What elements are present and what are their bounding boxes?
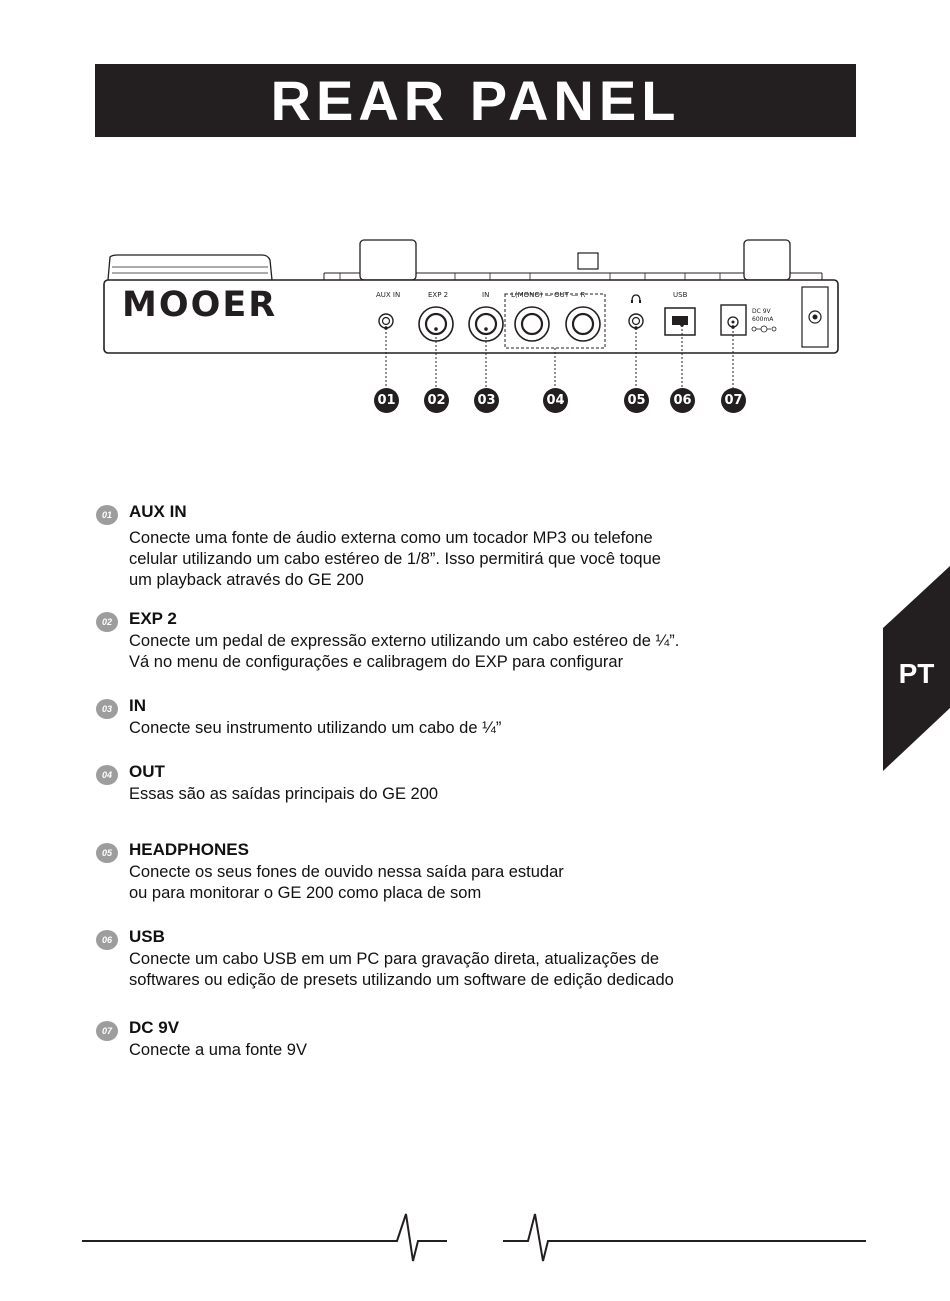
label-dc-current: 600mA [752, 316, 774, 323]
callout-04: 04 [543, 388, 568, 413]
language-tab-label: PT [898, 658, 935, 689]
section-body [129, 862, 849, 904]
brand-logo: MOOER [122, 285, 278, 325]
label-dc: DC 9V [752, 308, 771, 315]
section-title: EXP 2 [129, 609, 177, 628]
body-line: Conecte um pedal de expressão externo utilizando um cabo estéreo de ¼”. [129, 632, 680, 650]
callout-06: 06 [670, 388, 695, 413]
body-line: Conecte um cabo USB em um PC para gravação direta, atualizações de [129, 950, 660, 968]
callout-01: 01 [374, 388, 399, 413]
body-line: Vá no menu de configurações e calibragem do EXP para configurar [129, 653, 624, 671]
rear-panel-diagram [0, 225, 950, 425]
section-title: OUT [129, 762, 165, 781]
label-out: L(MONO) — OUT — R [511, 291, 586, 299]
label-usb: USB [673, 291, 688, 299]
page-title: REAR PANEL [95, 64, 856, 137]
section-body [129, 784, 849, 805]
section-body [129, 528, 849, 591]
section-number: 06 [96, 930, 118, 950]
label-exp2: EXP 2 [428, 291, 449, 299]
body-line: ou para monitorar o GE 200 como placa de som [129, 884, 482, 902]
callout-05: 05 [624, 388, 649, 413]
body-line: Conecte os seus fones de ouvido nessa saída para estudar [129, 863, 564, 881]
callout-03: 03 [474, 388, 499, 413]
section-number: 01 [96, 505, 118, 525]
body-line: Conecte seu instrumento utilizando um cabo de ¼” [129, 719, 502, 737]
section-title: USB [129, 927, 165, 946]
section-number: 03 [96, 699, 118, 719]
section-title: AUX IN [129, 502, 187, 521]
section-title: HEADPHONES [129, 840, 249, 859]
body-line: Conecte a uma fonte 9V [129, 1041, 307, 1059]
body-line: um playback através do GE 200 [129, 571, 364, 589]
section-body [129, 631, 849, 673]
section-number: 07 [96, 1021, 118, 1041]
section-body [129, 949, 849, 991]
body-line: softwares ou edição de presets utilizando um software de edição dedicado [129, 971, 674, 989]
body-line: celular utilizando um cabo estéreo de 1/8”. Isso permitirá que você toque [129, 550, 661, 568]
callout-02: 02 [424, 388, 449, 413]
section-body [129, 718, 849, 739]
section-number: 04 [96, 765, 118, 785]
section-body [129, 1040, 849, 1061]
section-title: IN [129, 696, 146, 715]
label-in: IN [482, 291, 490, 299]
footer-heartbeat-line [0, 1200, 950, 1280]
body-line: Essas são as saídas principais do GE 200 [129, 785, 439, 803]
section-title: DC 9V [129, 1018, 180, 1037]
callout-07: 07 [721, 388, 746, 413]
label-aux-in: AUX IN [376, 291, 401, 299]
section-number: 05 [96, 843, 118, 863]
section-number: 02 [96, 612, 118, 632]
body-line: Conecte uma fonte de áudio externa como um tocador MP3 ou telefone [129, 529, 653, 547]
